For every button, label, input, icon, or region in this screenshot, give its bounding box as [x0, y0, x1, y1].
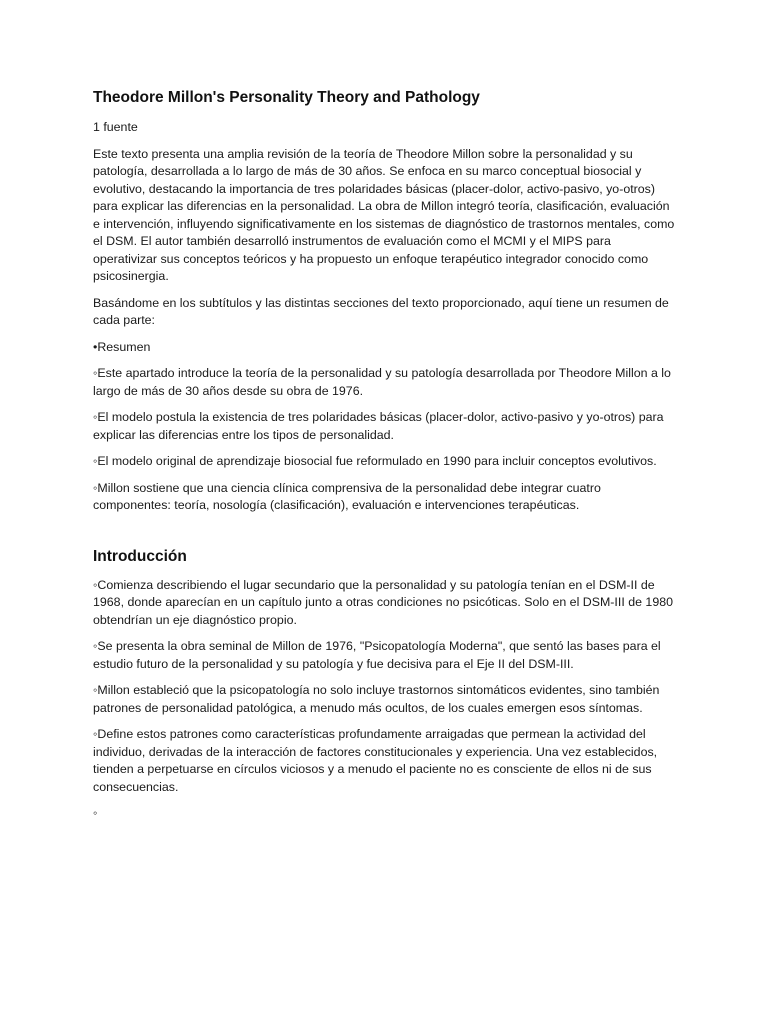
introduction-item: ◦Comienza describiendo el lugar secundario que la personalidad y su patología tenían en el DSM-II de 1968, donde aparecían en un capítulo junto a otras condiciones no psicóticas. Solo en el DSM-III de 1980 obtendrían un eje diagnóstico propio. — [93, 577, 673, 627]
trailing-bullet-marker: ◦ — [93, 806, 98, 820]
intro-paragraph: Este texto presenta una amplia revisión de la teoría de Theodore Millon sobre la personalidad y su patología, desarrollada a lo largo de más de 30 años. Se enfoca en su marco conceptual biosocial y evolutivo, destacando la importancia de tres polaridades básicas (placer-dolor, activo-pasivo, yo-otros) para explicar las diferencias en la personalidad. La obra de Millon integró teoría, clasificación, evaluación e intervención, influyendo significativamente en los sistemas de diagnóstico de trastornos mentales, como el DSM. El autor también desarrolló instrumentos de evaluación como el MCMI y el MIPS para operativizar sus conceptos teóricos y ha propuesto un enfoque terapéutico integrador conocido como psicosinergia. — [93, 146, 675, 283]
introduction-item: ◦Millon estableció que la psicopatología no solo incluye trastornos sintomáticos evidentes, sino también patrones de personalidad patológica, a menudo más ocultos, de los cuales emergen esos síntomas. — [93, 683, 660, 715]
introduction-item: ◦Define estos patrones como características profundamente arraigadas que permean la actividad del individuo, derivadas de la interacción de factores constitucionales y experiencia. Una vez establecidos, tienden a perpetuarse en círculos viciosos y a menudo el paciente no es consciente de ellos ni de sus consecuencias. — [93, 727, 658, 794]
summary-heading: •Resumen — [93, 339, 151, 354]
document-title: Theodore Millon's Personality Theory and Pathology — [93, 89, 480, 106]
summary-item: ◦El modelo postula la existencia de tres polaridades básicas (placer-dolor, activo-pasivo y yo-otros) para explicar las diferencias entre los tipos de personalidad. — [93, 410, 664, 442]
source-count: 1 fuente — [93, 120, 138, 134]
summary-item: ◦Este apartado introduce la teoría de la personalidad y su patología desarrollada por Theodore Millon a lo largo de más de 30 años desde su obra de 1976. — [93, 366, 671, 398]
introduction-item: ◦Se presenta la obra seminal de Millon de 1976, "Psicopatología Moderna", que sentó las bases para el estudio futuro de la personalidad y su patología y fue decisiva para el Eje II del DSM-III. — [93, 639, 661, 671]
summary-item: ◦Millon sostiene que una ciencia clínica comprensiva de la personalidad debe integrar cuatro componentes: teoría, nosología (clasificación), evaluación e intervenciones terapéuticas. — [93, 480, 601, 512]
summary-item: ◦El modelo original de aprendizaje biosocial fue reformulado en 1990 para incluir conceptos evolutivos. — [93, 454, 657, 468]
document-page — [93, 88, 678, 823]
lead-paragraph: Basándome en los subtítulos y las distintas secciones del texto proporcionado, aquí tiene un resumen de cada parte: — [93, 295, 669, 327]
introduction-heading: Introducción — [93, 547, 187, 565]
